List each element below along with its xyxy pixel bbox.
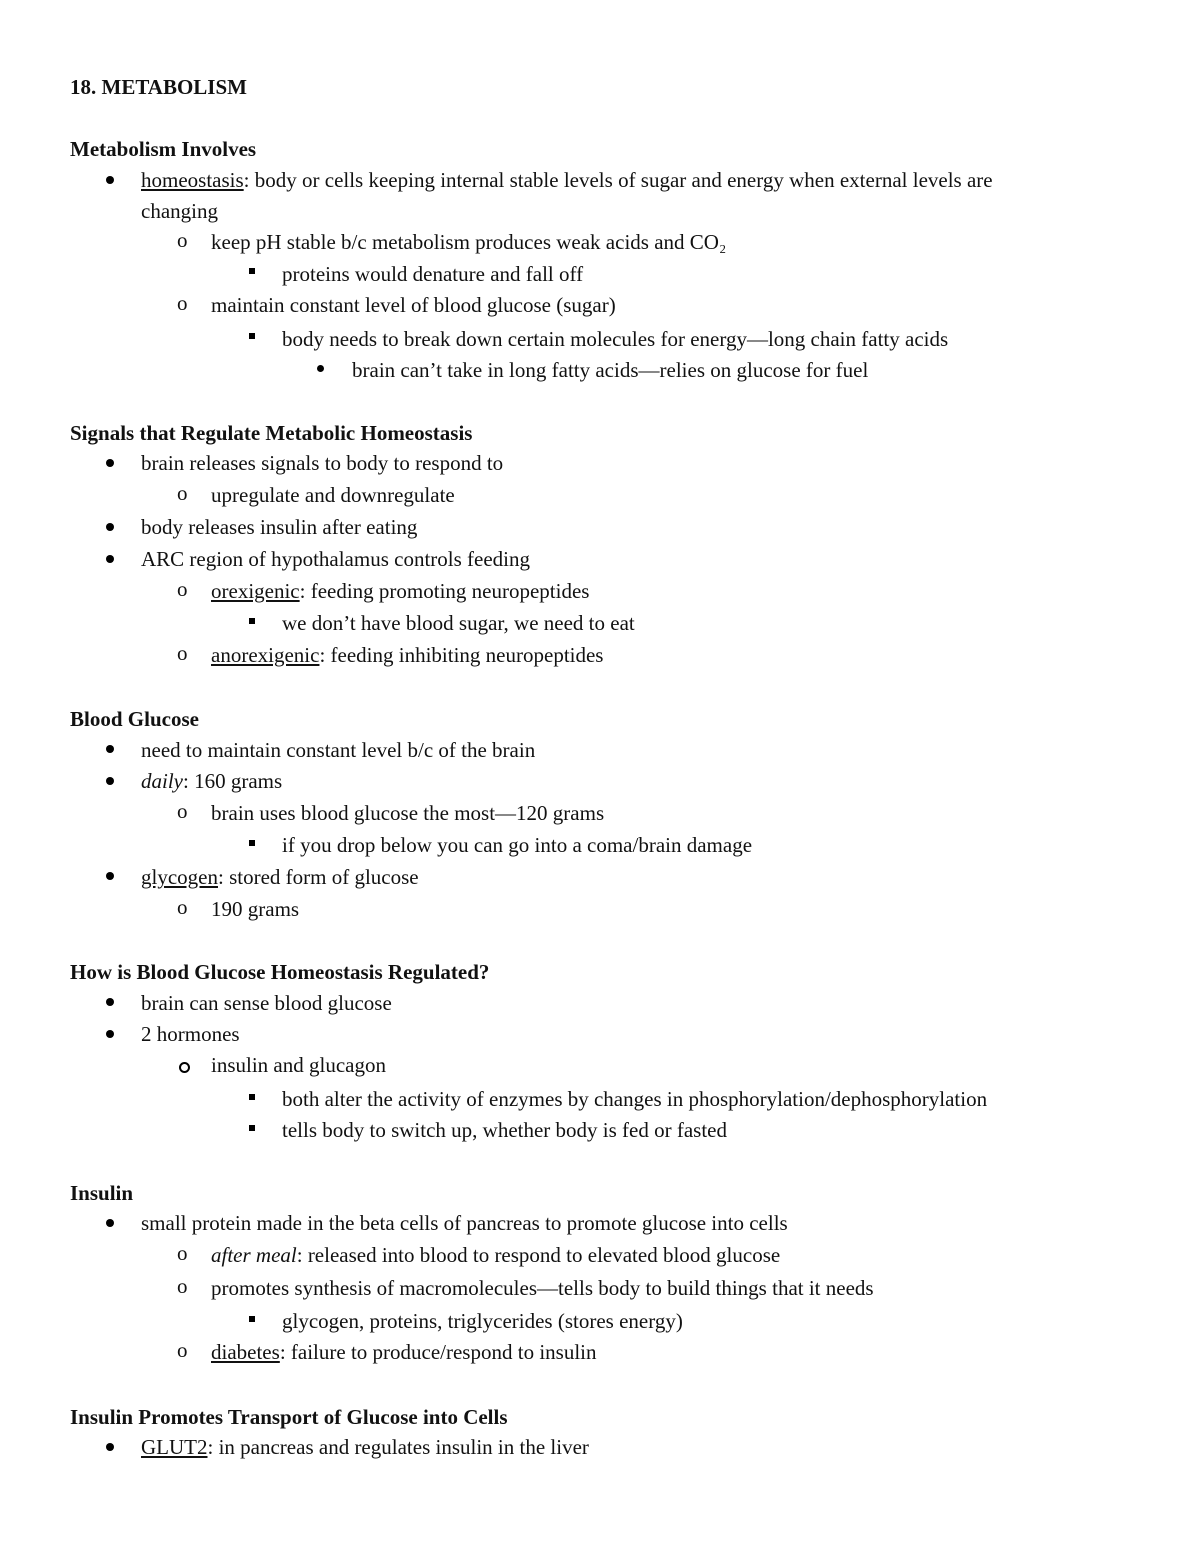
list-item: glycogen, proteins, triglycerides (stores energy): [282, 1309, 683, 1333]
list-item: tells body to switch up, whether body is fed or fasted: [282, 1118, 727, 1142]
list-item: both alter the activity of enzymes by changes in phosphorylation/dephosphorylation: [282, 1087, 988, 1111]
definition: : in pancreas and regulates insulin in the liver: [207, 1435, 589, 1459]
bullet-icon: [106, 872, 114, 880]
square-bullet-icon: [249, 333, 255, 339]
circle-bullet-icon: o: [177, 1338, 188, 1362]
definition: : stored form of glucose: [217, 865, 419, 889]
list-item: [211, 642, 603, 668]
circle-bullet-icon: o: [177, 577, 188, 601]
list-item: [141, 864, 419, 890]
heading-blood-glucose: Blood Glucose: [70, 707, 199, 731]
list-item: [211, 1242, 780, 1268]
bullet-icon: [317, 365, 324, 372]
term: orexigenic: [211, 579, 300, 603]
bullet-icon: [106, 998, 114, 1006]
circle-bullet-icon: o: [177, 1241, 188, 1265]
term: diabetes: [211, 1340, 280, 1364]
list-item-continuation: changing: [141, 199, 218, 223]
term: anorexigenic: [211, 643, 320, 667]
list-item: we don’t have blood sugar, we need to eat: [282, 611, 635, 635]
list-item: brain uses blood glucose the most—120 grams: [211, 801, 605, 825]
list-item: insulin and glucagon: [211, 1053, 386, 1077]
list-item: brain can’t take in long fatty acids—relies on glucose for fuel: [352, 358, 869, 382]
list-item: [141, 167, 993, 193]
term: after meal: [211, 1243, 297, 1267]
list-item: ARC region of hypothalamus controls feeding: [141, 547, 531, 571]
list-item: [141, 1434, 589, 1460]
list-item: [211, 1339, 597, 1365]
list-item: maintain constant level of blood glucose (sugar): [211, 293, 616, 317]
list-item: keep pH stable b/c metabolism produces weak acids and CO₂: [211, 230, 727, 254]
definition: : released into blood to respond to elevated blood glucose: [296, 1243, 781, 1267]
list-item: promotes synthesis of macromolecules—tells body to build things that it needs: [211, 1276, 874, 1300]
circle-bullet-icon: o: [177, 228, 188, 252]
circle-bullet-icon: [179, 1062, 190, 1073]
circle-bullet-icon: o: [177, 895, 188, 919]
square-bullet-icon: [249, 1316, 255, 1322]
circle-bullet-icon: o: [177, 291, 188, 315]
list-item: upregulate and downregulate: [211, 483, 455, 507]
heading-insulin: Insulin: [70, 1181, 134, 1205]
list-item: [211, 578, 589, 604]
square-bullet-icon: [249, 268, 255, 274]
bullet-icon: [106, 555, 114, 563]
definition: : feeding promoting neuropeptides: [299, 579, 590, 603]
term: glycogen: [141, 865, 218, 889]
list-item: body releases insulin after eating: [141, 515, 418, 539]
list-item: 190 grams: [211, 897, 300, 921]
term: daily: [141, 769, 183, 793]
square-bullet-icon: [249, 1094, 255, 1100]
square-bullet-icon: [249, 618, 255, 624]
term: homeostasis: [141, 168, 244, 192]
definition: : body or cells keeping internal stable levels of sugar and energy when external levels are: [243, 168, 993, 192]
heading-signals: Signals that Regulate Metabolic Homeostasis: [70, 421, 473, 445]
definition: : 160 grams: [183, 769, 283, 793]
bullet-icon: [106, 777, 114, 785]
bullet-icon: [106, 459, 114, 467]
list-item: small protein made in the beta cells of pancreas to promote glucose into cells: [141, 1211, 788, 1235]
bullet-icon: [106, 523, 114, 531]
circle-bullet-icon: o: [177, 641, 188, 665]
heading-metabolism-involves: Metabolism Involves: [70, 137, 257, 161]
list-item: brain can sense blood glucose: [141, 991, 392, 1015]
bullet-icon: [106, 1219, 114, 1227]
definition: : feeding inhibiting neuropeptides: [319, 643, 604, 667]
circle-bullet-icon: o: [177, 1274, 188, 1298]
definition: : failure to produce/respond to insulin: [279, 1340, 597, 1364]
page-title: 18. METABOLISM: [70, 75, 247, 99]
bullet-icon: [106, 176, 114, 184]
list-item: need to maintain constant level b/c of the brain: [141, 738, 536, 762]
list-item: proteins would denature and fall off: [282, 262, 584, 286]
circle-bullet-icon: o: [177, 481, 188, 505]
bullet-icon: [106, 745, 114, 753]
heading-regulated: How is Blood Glucose Homeostasis Regulated?: [70, 960, 490, 984]
list-item: if you drop below you can go into a coma/brain damage: [282, 833, 753, 857]
term: GLUT2: [141, 1435, 208, 1459]
list-item: 2 hormones: [141, 1022, 240, 1046]
circle-bullet-icon: o: [177, 799, 188, 823]
heading-transport: Insulin Promotes Transport of Glucose into Cells: [70, 1405, 508, 1429]
square-bullet-icon: [249, 1125, 255, 1131]
list-item: body needs to break down certain molecules for energy—long chain fatty acids: [282, 327, 949, 351]
square-bullet-icon: [249, 840, 255, 846]
bullet-icon: [106, 1030, 114, 1038]
bullet-icon: [106, 1443, 114, 1451]
list-item: brain releases signals to body to respond to: [141, 451, 504, 475]
list-item: [141, 768, 282, 794]
